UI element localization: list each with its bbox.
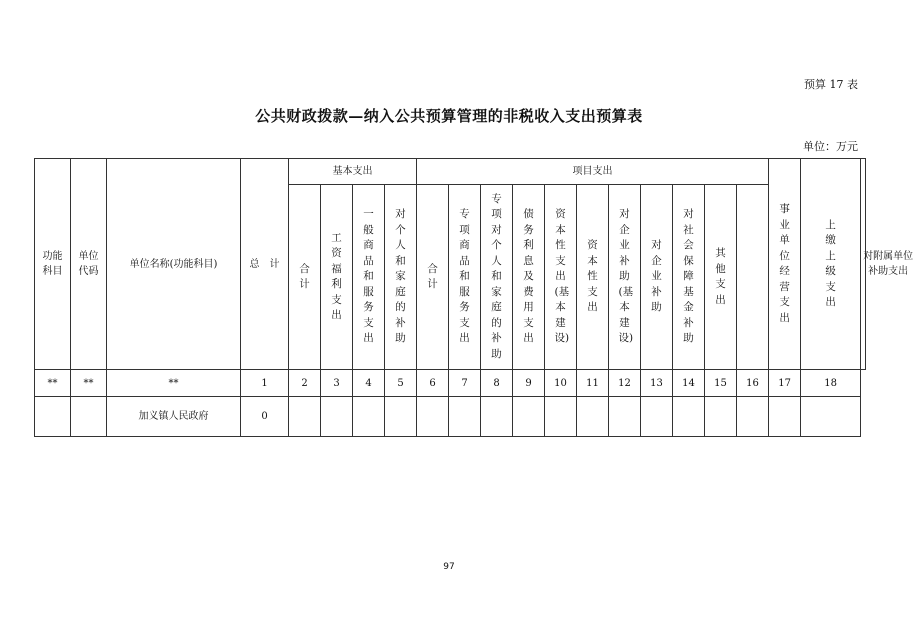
header-proj-social: 对社会保障基金补助	[673, 185, 705, 370]
index-cell: 14	[673, 370, 705, 397]
unit-label: 单位：万元	[803, 140, 858, 153]
empty-cell	[737, 397, 769, 437]
index-cell: **	[71, 370, 107, 397]
header-proj-capital: 资本性支出	[577, 185, 609, 370]
cell-unit-code	[71, 397, 107, 437]
empty-cell	[513, 397, 545, 437]
empty-cell	[385, 397, 417, 437]
index-cell: 6	[417, 370, 449, 397]
index-cell: 2	[289, 370, 321, 397]
index-cell: 10	[545, 370, 577, 397]
index-cell: 11	[577, 370, 609, 397]
header-proj-goods: 专项商品和服务支出	[449, 185, 481, 370]
index-cell: 15	[705, 370, 737, 397]
budget-table	[34, 158, 914, 437]
page-number: 97	[443, 562, 455, 572]
index-cell: 17	[769, 370, 801, 397]
empty-cell	[673, 397, 705, 437]
header-proj-enterprise-build: 对企业补助(基本建设)	[609, 185, 641, 370]
index-cell: 18	[801, 370, 861, 397]
index-cell: 13	[641, 370, 673, 397]
header-unit-code: 单位代码	[71, 159, 107, 370]
table-row	[35, 397, 866, 437]
header-proj-enterprise: 对企业补助	[641, 185, 673, 370]
header-group-project: 项目支出	[417, 159, 769, 185]
header-remit-upper: 上缴上级支出	[801, 159, 861, 370]
page-title: 公共财政拨款—纳入公共预算管理的非税收入支出预算表	[255, 107, 643, 125]
header-total: 总 计	[241, 159, 289, 370]
header-proj-capital-build: 资本性支出(基本建设)	[545, 185, 577, 370]
header-proj-total: 合计	[417, 185, 449, 370]
header-basic-wages: 工资福利支出	[321, 185, 353, 370]
index-cell: 9	[513, 370, 545, 397]
empty-cell	[577, 397, 609, 437]
empty-cell	[449, 397, 481, 437]
empty-cell	[769, 397, 801, 437]
empty-cell	[321, 397, 353, 437]
index-cell: 3	[321, 370, 353, 397]
header-basic-total: 合计	[289, 185, 321, 370]
empty-cell	[481, 397, 513, 437]
index-cell: 8	[481, 370, 513, 397]
empty-cell	[641, 397, 673, 437]
cell-total: 0	[241, 397, 289, 437]
empty-cell	[417, 397, 449, 437]
cell-unit-name: 加义镇人民政府	[107, 397, 241, 437]
index-cell: 12	[609, 370, 641, 397]
header-func-subject: 功能科目	[35, 159, 71, 370]
header-proj-other: 其他支出	[705, 185, 737, 370]
empty-cell	[545, 397, 577, 437]
header-group-basic: 基本支出	[289, 159, 417, 185]
header-basic-subsidy: 对个人和家庭的补助	[385, 185, 417, 370]
index-cell: **	[35, 370, 71, 397]
empty-cell	[705, 397, 737, 437]
index-cell: 4	[353, 370, 385, 397]
header-row-groups	[35, 159, 866, 185]
empty-cell	[289, 397, 321, 437]
index-cell: 16	[737, 370, 769, 397]
index-cell: **	[107, 370, 241, 397]
empty-cell	[609, 397, 641, 437]
header-unit-name: 单位名称(功能科目)	[107, 159, 241, 370]
header-business-ops: 事业单位经营支出	[769, 159, 801, 370]
cell-func-subject	[35, 397, 71, 437]
index-cell: 7	[449, 370, 481, 397]
empty-cell	[801, 397, 861, 437]
index-cell: 1	[241, 370, 289, 397]
header-basic-goods: 一般商品和服务支出	[353, 185, 385, 370]
index-row	[35, 370, 866, 397]
header-subsidy-affiliates: 对附属单位补助支出	[861, 159, 866, 370]
header-proj-debt: 债务利息及费用支出	[513, 185, 545, 370]
header-proj-subsidy: 专项对个人和家庭的补助	[481, 185, 513, 370]
index-cell: 5	[385, 370, 417, 397]
empty-cell	[353, 397, 385, 437]
table-number: 预算 17 表	[804, 78, 858, 91]
